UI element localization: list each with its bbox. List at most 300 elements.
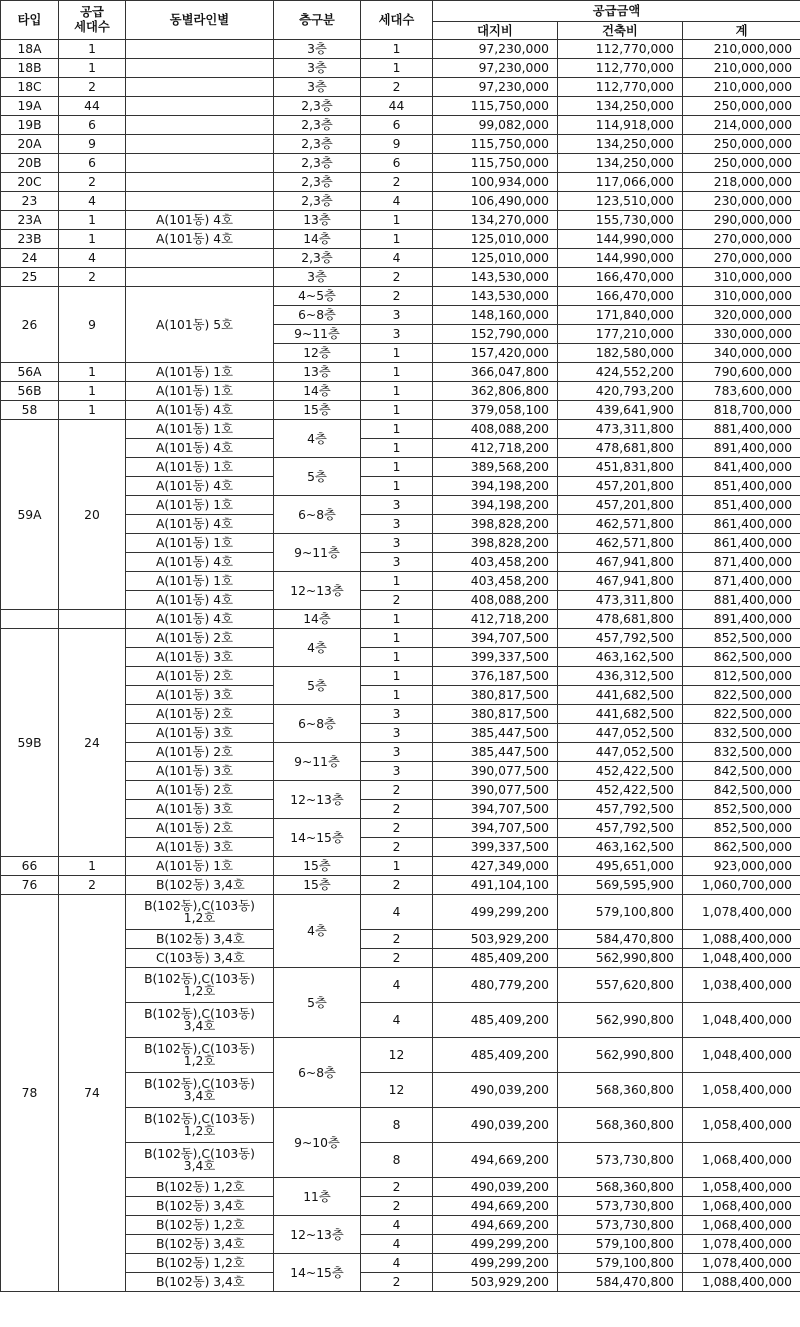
cell-building-cost: 457,792,500 bbox=[558, 819, 683, 838]
cell-households: 1 bbox=[361, 648, 433, 667]
cell-dong-line: A(101동) 1호 bbox=[126, 572, 274, 591]
cell-dong-line: A(101동) 4호 bbox=[126, 610, 274, 629]
cell-land-cost: 366,047,800 bbox=[433, 363, 558, 382]
cell-total: 852,500,000 bbox=[683, 629, 800, 648]
cell-dong-line: A(101동) 2호 bbox=[126, 781, 274, 800]
cell-floor: 3층 bbox=[274, 268, 361, 287]
cell-type: 18A bbox=[1, 40, 59, 59]
cell-building-cost: 451,831,800 bbox=[558, 458, 683, 477]
cell-building-cost: 569,595,900 bbox=[558, 876, 683, 895]
cell-households: 2 bbox=[361, 838, 433, 857]
cell-building-cost: 462,571,800 bbox=[558, 515, 683, 534]
cell-land-cost: 152,790,000 bbox=[433, 325, 558, 344]
cell-building-cost: 166,470,000 bbox=[558, 287, 683, 306]
cell-households: 2 bbox=[361, 930, 433, 949]
cell-total: 1,058,400,000 bbox=[683, 1178, 800, 1197]
cell-total: 310,000,000 bbox=[683, 268, 800, 287]
cell-households: 3 bbox=[361, 325, 433, 344]
cell-land-cost: 408,088,200 bbox=[433, 591, 558, 610]
cell-dong-line bbox=[126, 97, 274, 116]
table-row bbox=[1, 59, 800, 78]
header-supply-units bbox=[59, 1, 126, 40]
cell-supply-units: 1 bbox=[59, 230, 126, 249]
cell-supply-units: 74 bbox=[59, 895, 126, 1292]
cell-floor: 12~13층 bbox=[274, 1216, 361, 1254]
cell-land-cost: 143,530,000 bbox=[433, 287, 558, 306]
cell-supply-units: 1 bbox=[59, 401, 126, 420]
cell-building-cost: 134,250,000 bbox=[558, 135, 683, 154]
cell-type: 18C bbox=[1, 78, 59, 97]
table-row bbox=[1, 382, 800, 401]
cell-households: 4 bbox=[361, 1216, 433, 1235]
cell-land-cost: 403,458,200 bbox=[433, 553, 558, 572]
cell-total: 881,400,000 bbox=[683, 420, 800, 439]
cell-households: 8 bbox=[361, 1143, 433, 1178]
cell-building-cost: 562,990,800 bbox=[558, 949, 683, 968]
cell-land-cost: 494,669,200 bbox=[433, 1143, 558, 1178]
cell-building-cost: 579,100,800 bbox=[558, 895, 683, 930]
cell-land-cost: 499,299,200 bbox=[433, 1235, 558, 1254]
cell-total: 842,500,000 bbox=[683, 762, 800, 781]
cell-dong-line: A(101동) 4호 bbox=[126, 439, 274, 458]
cell-total: 832,500,000 bbox=[683, 743, 800, 762]
cell-floor: 5층 bbox=[274, 667, 361, 705]
cell-dong-line: A(101동) 1호 bbox=[126, 857, 274, 876]
cell-building-cost: 473,311,800 bbox=[558, 591, 683, 610]
cell-supply-units: 1 bbox=[59, 211, 126, 230]
cell-land-cost: 143,530,000 bbox=[433, 268, 558, 287]
cell-total: 1,038,400,000 bbox=[683, 968, 800, 1003]
cell-floor: 4층 bbox=[274, 895, 361, 968]
cell-total: 330,000,000 bbox=[683, 325, 800, 344]
cell-households: 3 bbox=[361, 496, 433, 515]
cell-building-cost: 447,052,500 bbox=[558, 743, 683, 762]
cell-building-cost: 573,730,800 bbox=[558, 1216, 683, 1235]
cell-floor: 13층 bbox=[274, 211, 361, 230]
cell-building-cost: 452,422,500 bbox=[558, 762, 683, 781]
table-row bbox=[1, 629, 800, 648]
cell-building-cost: 424,552,200 bbox=[558, 363, 683, 382]
cell-households: 1 bbox=[361, 382, 433, 401]
cell-households: 1 bbox=[361, 420, 433, 439]
cell-dong-line: A(101동) 4호 bbox=[126, 230, 274, 249]
table-row bbox=[1, 420, 800, 439]
cell-floor: 12~13층 bbox=[274, 572, 361, 610]
cell-total: 861,400,000 bbox=[683, 534, 800, 553]
table-row bbox=[1, 135, 800, 154]
cell-supply-units: 2 bbox=[59, 268, 126, 287]
table-row bbox=[1, 173, 800, 192]
cell-total: 818,700,000 bbox=[683, 401, 800, 420]
cell-total: 862,500,000 bbox=[683, 838, 800, 857]
cell-building-cost: 441,682,500 bbox=[558, 705, 683, 724]
header-total: 계 bbox=[683, 22, 800, 40]
cell-households: 4 bbox=[361, 1235, 433, 1254]
cell-land-cost: 394,198,200 bbox=[433, 496, 558, 515]
cell-land-cost: 379,058,100 bbox=[433, 401, 558, 420]
cell-floor: 6~8층 bbox=[274, 496, 361, 534]
table-row bbox=[1, 401, 800, 420]
cell-total: 783,600,000 bbox=[683, 382, 800, 401]
cell-total: 1,078,400,000 bbox=[683, 895, 800, 930]
cell-land-cost: 376,187,500 bbox=[433, 667, 558, 686]
cell-dong-line: B(102동) 1,2호 bbox=[126, 1178, 274, 1197]
cell-land-cost: 494,669,200 bbox=[433, 1197, 558, 1216]
cell-dong-line bbox=[126, 154, 274, 173]
table-row bbox=[1, 249, 800, 268]
cell-building-cost: 439,641,900 bbox=[558, 401, 683, 420]
cell-households: 4 bbox=[361, 1003, 433, 1038]
cell-building-cost: 568,360,800 bbox=[558, 1073, 683, 1108]
cell-land-cost: 148,160,000 bbox=[433, 306, 558, 325]
cell-total: 210,000,000 bbox=[683, 59, 800, 78]
cell-households: 2 bbox=[361, 819, 433, 838]
cell-total: 861,400,000 bbox=[683, 515, 800, 534]
cell-land-cost: 503,929,200 bbox=[433, 1273, 558, 1292]
cell-dong-line: B(102동),C(103동) 1,2호 bbox=[126, 1038, 274, 1073]
cell-total: 290,000,000 bbox=[683, 211, 800, 230]
cell-building-cost: 462,571,800 bbox=[558, 534, 683, 553]
cell-building-cost: 457,201,800 bbox=[558, 477, 683, 496]
header-dong-line: 동별라인별 bbox=[126, 1, 274, 40]
cell-building-cost: 171,840,000 bbox=[558, 306, 683, 325]
cell-building-cost: 457,792,500 bbox=[558, 800, 683, 819]
cell-households: 2 bbox=[361, 268, 433, 287]
cell-supply-units: 9 bbox=[59, 287, 126, 363]
cell-building-cost: 584,470,800 bbox=[558, 930, 683, 949]
cell-dong-line: B(102동),C(103동) 3,4호 bbox=[126, 1143, 274, 1178]
cell-dong-line: B(102동) 3,4호 bbox=[126, 876, 274, 895]
cell-dong-line: A(101동) 1호 bbox=[126, 420, 274, 439]
cell-type: 25 bbox=[1, 268, 59, 287]
cell-supply-units bbox=[59, 610, 126, 629]
cell-floor: 2,3층 bbox=[274, 173, 361, 192]
cell-total: 871,400,000 bbox=[683, 553, 800, 572]
cell-dong-line: A(101동) 3호 bbox=[126, 648, 274, 667]
cell-dong-line: A(101동) 5호 bbox=[126, 287, 274, 363]
cell-dong-line: A(101동) 4호 bbox=[126, 591, 274, 610]
cell-supply-units: 1 bbox=[59, 40, 126, 59]
cell-building-cost: 579,100,800 bbox=[558, 1235, 683, 1254]
cell-dong-line: B(102동),C(103동) 1,2호 bbox=[126, 1108, 274, 1143]
cell-total: 812,500,000 bbox=[683, 667, 800, 686]
cell-dong-line: A(101동) 1호 bbox=[126, 534, 274, 553]
cell-total: 340,000,000 bbox=[683, 344, 800, 363]
cell-supply-units: 1 bbox=[59, 363, 126, 382]
cell-floor: 9~10층 bbox=[274, 1108, 361, 1178]
cell-type: 78 bbox=[1, 895, 59, 1292]
cell-floor: 3층 bbox=[274, 40, 361, 59]
cell-floor: 15층 bbox=[274, 857, 361, 876]
cell-dong-line: B(102동),C(103동) 1,2호 bbox=[126, 895, 274, 930]
header-land-cost: 대지비 bbox=[433, 22, 558, 40]
cell-land-cost: 97,230,000 bbox=[433, 40, 558, 59]
cell-households: 3 bbox=[361, 724, 433, 743]
cell-households: 1 bbox=[361, 59, 433, 78]
cell-building-cost: 463,162,500 bbox=[558, 838, 683, 857]
cell-supply-units: 44 bbox=[59, 97, 126, 116]
cell-supply-units: 20 bbox=[59, 420, 126, 610]
cell-building-cost: 112,770,000 bbox=[558, 40, 683, 59]
cell-building-cost: 573,730,800 bbox=[558, 1143, 683, 1178]
cell-building-cost: 144,990,000 bbox=[558, 230, 683, 249]
cell-dong-line: A(101동) 3호 bbox=[126, 724, 274, 743]
table-row bbox=[1, 40, 800, 59]
table-row bbox=[1, 287, 800, 306]
cell-households: 2 bbox=[361, 800, 433, 819]
cell-land-cost: 491,104,100 bbox=[433, 876, 558, 895]
cell-dong-line bbox=[126, 135, 274, 154]
cell-building-cost: 182,580,000 bbox=[558, 344, 683, 363]
cell-dong-line bbox=[126, 59, 274, 78]
cell-floor: 6~8층 bbox=[274, 1038, 361, 1108]
cell-households: 3 bbox=[361, 762, 433, 781]
cell-land-cost: 394,707,500 bbox=[433, 819, 558, 838]
cell-total: 270,000,000 bbox=[683, 249, 800, 268]
cell-type: 66 bbox=[1, 857, 59, 876]
header-floor: 층구분 bbox=[274, 1, 361, 40]
cell-land-cost: 499,299,200 bbox=[433, 895, 558, 930]
cell-dong-line: A(101동) 2호 bbox=[126, 819, 274, 838]
cell-dong-line: A(101동) 1호 bbox=[126, 458, 274, 477]
cell-land-cost: 134,270,000 bbox=[433, 211, 558, 230]
cell-floor: 2,3층 bbox=[274, 192, 361, 211]
cell-households: 1 bbox=[361, 572, 433, 591]
cell-type: 56A bbox=[1, 363, 59, 382]
cell-households: 2 bbox=[361, 78, 433, 97]
cell-land-cost: 412,718,200 bbox=[433, 439, 558, 458]
cell-dong-line: A(101동) 3호 bbox=[126, 800, 274, 819]
cell-total: 230,000,000 bbox=[683, 192, 800, 211]
cell-land-cost: 485,409,200 bbox=[433, 949, 558, 968]
cell-land-cost: 403,458,200 bbox=[433, 572, 558, 591]
cell-land-cost: 399,337,500 bbox=[433, 838, 558, 857]
cell-building-cost: 562,990,800 bbox=[558, 1003, 683, 1038]
cell-building-cost: 457,792,500 bbox=[558, 629, 683, 648]
cell-dong-line bbox=[126, 78, 274, 97]
cell-households: 8 bbox=[361, 1108, 433, 1143]
cell-households: 2 bbox=[361, 1178, 433, 1197]
cell-dong-line bbox=[126, 192, 274, 211]
cell-total: 1,088,400,000 bbox=[683, 930, 800, 949]
cell-building-cost: 557,620,800 bbox=[558, 968, 683, 1003]
cell-households: 1 bbox=[361, 230, 433, 249]
cell-land-cost: 97,230,000 bbox=[433, 59, 558, 78]
cell-total: 250,000,000 bbox=[683, 135, 800, 154]
cell-land-cost: 115,750,000 bbox=[433, 135, 558, 154]
cell-households: 3 bbox=[361, 743, 433, 762]
cell-households: 44 bbox=[361, 97, 433, 116]
cell-dong-line: A(101동) 1호 bbox=[126, 363, 274, 382]
cell-households: 6 bbox=[361, 154, 433, 173]
cell-building-cost: 452,422,500 bbox=[558, 781, 683, 800]
cell-households: 2 bbox=[361, 1197, 433, 1216]
cell-land-cost: 157,420,000 bbox=[433, 344, 558, 363]
cell-land-cost: 480,779,200 bbox=[433, 968, 558, 1003]
cell-households: 1 bbox=[361, 686, 433, 705]
cell-type: 26 bbox=[1, 287, 59, 363]
cell-building-cost: 166,470,000 bbox=[558, 268, 683, 287]
cell-land-cost: 106,490,000 bbox=[433, 192, 558, 211]
cell-floor: 6~8층 bbox=[274, 306, 361, 325]
cell-total: 822,500,000 bbox=[683, 705, 800, 724]
cell-total: 851,400,000 bbox=[683, 496, 800, 515]
cell-dong-line: A(101동) 2호 bbox=[126, 705, 274, 724]
cell-dong-line: B(102동),C(103동) 3,4호 bbox=[126, 1003, 274, 1038]
cell-households: 2 bbox=[361, 876, 433, 895]
cell-dong-line: A(101동) 2호 bbox=[126, 667, 274, 686]
cell-households: 1 bbox=[361, 363, 433, 382]
table-row bbox=[1, 230, 800, 249]
cell-households: 3 bbox=[361, 306, 433, 325]
cell-total: 881,400,000 bbox=[683, 591, 800, 610]
cell-households: 6 bbox=[361, 116, 433, 135]
cell-land-cost: 485,409,200 bbox=[433, 1038, 558, 1073]
cell-building-cost: 447,052,500 bbox=[558, 724, 683, 743]
cell-land-cost: 125,010,000 bbox=[433, 249, 558, 268]
cell-dong-line bbox=[126, 268, 274, 287]
cell-building-cost: 441,682,500 bbox=[558, 686, 683, 705]
cell-floor: 2,3층 bbox=[274, 249, 361, 268]
cell-total: 790,600,000 bbox=[683, 363, 800, 382]
header-type: 타입 bbox=[1, 1, 59, 40]
cell-dong-line: A(101동) 4호 bbox=[126, 515, 274, 534]
cell-land-cost: 390,077,500 bbox=[433, 781, 558, 800]
cell-building-cost: 478,681,800 bbox=[558, 610, 683, 629]
table-row bbox=[1, 97, 800, 116]
cell-land-cost: 394,198,200 bbox=[433, 477, 558, 496]
cell-dong-line: A(101동) 1호 bbox=[126, 382, 274, 401]
cell-dong-line: A(101동) 4호 bbox=[126, 477, 274, 496]
cell-building-cost: 478,681,800 bbox=[558, 439, 683, 458]
cell-building-cost: 463,162,500 bbox=[558, 648, 683, 667]
cell-type: 20A bbox=[1, 135, 59, 154]
cell-dong-line: A(101동) 3호 bbox=[126, 762, 274, 781]
cell-dong-line: B(102동) 3,4호 bbox=[126, 1273, 274, 1292]
cell-households: 1 bbox=[361, 477, 433, 496]
cell-floor: 9~11층 bbox=[274, 325, 361, 344]
cell-total: 1,068,400,000 bbox=[683, 1216, 800, 1235]
cell-supply-units: 1 bbox=[59, 857, 126, 876]
cell-building-cost: 584,470,800 bbox=[558, 1273, 683, 1292]
cell-building-cost: 134,250,000 bbox=[558, 154, 683, 173]
cell-total: 218,000,000 bbox=[683, 173, 800, 192]
cell-dong-line bbox=[126, 249, 274, 268]
cell-households: 12 bbox=[361, 1038, 433, 1073]
cell-land-cost: 490,039,200 bbox=[433, 1178, 558, 1197]
cell-total: 250,000,000 bbox=[683, 154, 800, 173]
cell-households: 3 bbox=[361, 515, 433, 534]
cell-land-cost: 398,828,200 bbox=[433, 515, 558, 534]
cell-total: 310,000,000 bbox=[683, 287, 800, 306]
cell-total: 1,088,400,000 bbox=[683, 1273, 800, 1292]
cell-type: 24 bbox=[1, 249, 59, 268]
cell-households: 3 bbox=[361, 553, 433, 572]
cell-households: 1 bbox=[361, 458, 433, 477]
cell-dong-line: A(101동) 3호 bbox=[126, 686, 274, 705]
cell-floor: 2,3층 bbox=[274, 116, 361, 135]
cell-supply-units: 2 bbox=[59, 173, 126, 192]
cell-building-cost: 114,918,000 bbox=[558, 116, 683, 135]
cell-building-cost: 579,100,800 bbox=[558, 1254, 683, 1273]
cell-land-cost: 427,349,000 bbox=[433, 857, 558, 876]
cell-dong-line: B(102동) 3,4호 bbox=[126, 1235, 274, 1254]
cell-households: 1 bbox=[361, 40, 433, 59]
header-supply-units-line1: 공급 bbox=[80, 5, 104, 19]
cell-type: 76 bbox=[1, 876, 59, 895]
cell-land-cost: 385,447,500 bbox=[433, 724, 558, 743]
cell-supply-units: 2 bbox=[59, 78, 126, 97]
cell-building-cost: 562,990,800 bbox=[558, 1038, 683, 1073]
cell-households: 3 bbox=[361, 705, 433, 724]
cell-total: 862,500,000 bbox=[683, 648, 800, 667]
cell-land-cost: 394,707,500 bbox=[433, 629, 558, 648]
cell-floor: 12~13층 bbox=[274, 781, 361, 819]
cell-total: 1,068,400,000 bbox=[683, 1143, 800, 1178]
cell-total: 1,048,400,000 bbox=[683, 949, 800, 968]
cell-building-cost: 177,210,000 bbox=[558, 325, 683, 344]
cell-total: 923,000,000 bbox=[683, 857, 800, 876]
cell-building-cost: 436,312,500 bbox=[558, 667, 683, 686]
cell-dong-line: B(102동) 3,4호 bbox=[126, 1197, 274, 1216]
cell-households: 2 bbox=[361, 781, 433, 800]
cell-total: 1,078,400,000 bbox=[683, 1235, 800, 1254]
cell-floor: 5층 bbox=[274, 458, 361, 496]
cell-households: 4 bbox=[361, 192, 433, 211]
cell-type: 23 bbox=[1, 192, 59, 211]
cell-floor: 4층 bbox=[274, 629, 361, 667]
cell-households: 4 bbox=[361, 968, 433, 1003]
table-body bbox=[1, 40, 800, 1292]
cell-type: 23A bbox=[1, 211, 59, 230]
cell-land-cost: 394,707,500 bbox=[433, 800, 558, 819]
cell-households: 1 bbox=[361, 629, 433, 648]
table-row bbox=[1, 192, 800, 211]
cell-building-cost: 144,990,000 bbox=[558, 249, 683, 268]
cell-total: 250,000,000 bbox=[683, 97, 800, 116]
cell-building-cost: 573,730,800 bbox=[558, 1197, 683, 1216]
cell-type bbox=[1, 610, 59, 629]
cell-dong-line bbox=[126, 173, 274, 192]
cell-dong-line: C(103동) 3,4호 bbox=[126, 949, 274, 968]
cell-supply-units: 6 bbox=[59, 116, 126, 135]
cell-dong-line: B(102동) 1,2호 bbox=[126, 1254, 274, 1273]
cell-households: 2 bbox=[361, 173, 433, 192]
table-row bbox=[1, 154, 800, 173]
cell-floor: 13층 bbox=[274, 363, 361, 382]
cell-total: 852,500,000 bbox=[683, 819, 800, 838]
header-supply-price: 공급금액 bbox=[433, 1, 800, 22]
cell-floor: 2,3층 bbox=[274, 154, 361, 173]
cell-total: 320,000,000 bbox=[683, 306, 800, 325]
cell-floor: 14층 bbox=[274, 610, 361, 629]
cell-households: 12 bbox=[361, 1073, 433, 1108]
cell-supply-units: 2 bbox=[59, 876, 126, 895]
cell-households: 3 bbox=[361, 534, 433, 553]
cell-households: 1 bbox=[361, 857, 433, 876]
cell-building-cost: 473,311,800 bbox=[558, 420, 683, 439]
cell-dong-line: A(101동) 1호 bbox=[126, 496, 274, 515]
cell-dong-line: A(101동) 4호 bbox=[126, 211, 274, 230]
cell-type: 58 bbox=[1, 401, 59, 420]
cell-supply-units: 1 bbox=[59, 59, 126, 78]
cell-total: 1,058,400,000 bbox=[683, 1108, 800, 1143]
table-row bbox=[1, 857, 800, 876]
cell-land-cost: 380,817,500 bbox=[433, 686, 558, 705]
cell-dong-line: A(101동) 2호 bbox=[126, 743, 274, 762]
cell-floor: 12층 bbox=[274, 344, 361, 363]
cell-land-cost: 485,409,200 bbox=[433, 1003, 558, 1038]
